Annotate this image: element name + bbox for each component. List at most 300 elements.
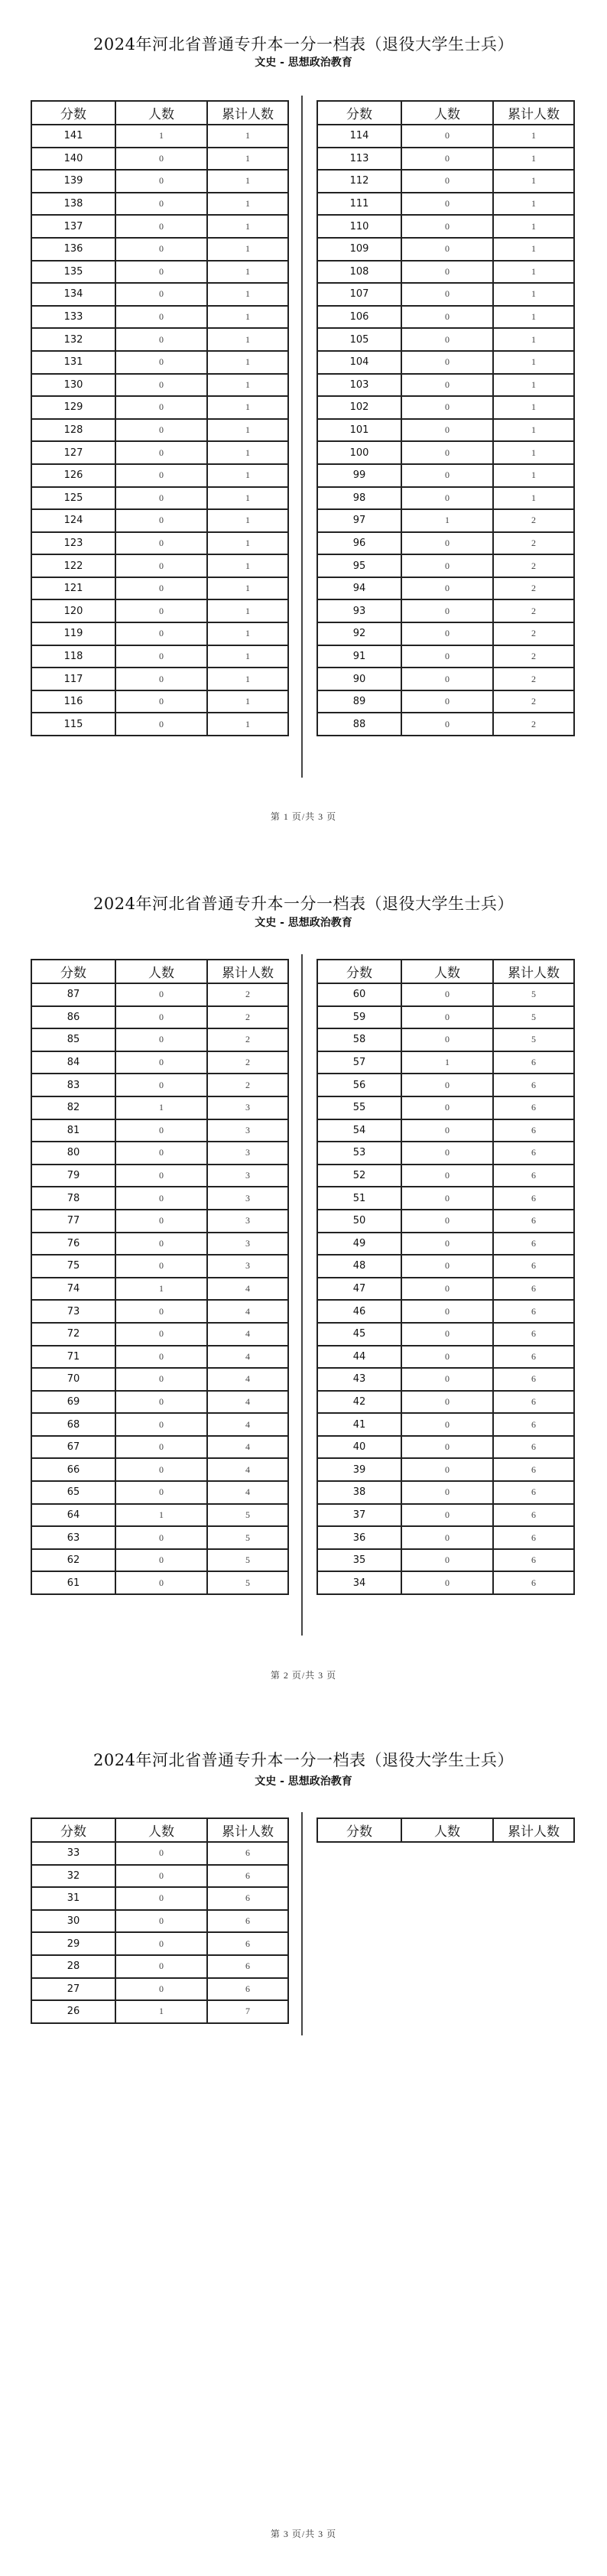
cumulative-cell: 2 <box>493 622 574 645</box>
score-cell: 120 <box>31 599 115 622</box>
cumulative-cell: 2 <box>493 509 574 532</box>
column-header-score: 分数 <box>31 101 115 125</box>
column-header-score: 分数 <box>31 960 115 983</box>
cumulative-cell: 1 <box>207 599 288 622</box>
cumulative-cell: 1 <box>207 419 288 442</box>
score-cell: 66 <box>31 1458 115 1481</box>
count-cell: 0 <box>401 1300 493 1323</box>
count-cell: 0 <box>401 1187 493 1210</box>
count-cell: 0 <box>115 261 207 284</box>
count-cell: 1 <box>115 1096 207 1119</box>
count-cell: 0 <box>401 328 493 351</box>
cumulative-cell: 6 <box>493 1458 574 1481</box>
cumulative-cell: 6 <box>493 1187 574 1210</box>
count-cell: 0 <box>401 215 493 238</box>
score-cell: 111 <box>317 193 401 216</box>
score-cell: 56 <box>317 1074 401 1096</box>
cumulative-cell: 6 <box>207 1865 288 1888</box>
score-cell: 114 <box>317 125 401 148</box>
score-cell: 43 <box>317 1368 401 1391</box>
score-cell: 39 <box>317 1458 401 1481</box>
score-cell: 109 <box>317 238 401 261</box>
score-cell: 128 <box>31 419 115 442</box>
cumulative-cell: 1 <box>493 238 574 261</box>
score-cell: 80 <box>31 1142 115 1165</box>
score-cell: 126 <box>31 464 115 487</box>
cumulative-cell: 1 <box>493 328 574 351</box>
table-row <box>31 1842 288 1865</box>
score-cell: 26 <box>31 2000 115 2023</box>
count-cell: 0 <box>115 238 207 261</box>
count-cell: 0 <box>401 622 493 645</box>
count-cell: 0 <box>401 261 493 284</box>
count-cell: 0 <box>115 622 207 645</box>
count-cell: 0 <box>115 509 207 532</box>
count-cell: 0 <box>115 396 207 419</box>
score-cell: 118 <box>31 645 115 668</box>
cumulative-cell: 6 <box>207 1842 288 1865</box>
cumulative-cell: 1 <box>207 668 288 690</box>
count-cell: 0 <box>401 1233 493 1256</box>
cumulative-cell: 4 <box>207 1391 288 1414</box>
score-cell: 69 <box>31 1391 115 1414</box>
count-cell: 1 <box>115 1504 207 1527</box>
page-subtitle: 文史 - 思想政治教育 <box>255 1775 352 1788</box>
score-cell: 82 <box>31 1096 115 1119</box>
cumulative-cell: 2 <box>207 1006 288 1029</box>
count-cell: 0 <box>115 554 207 577</box>
cumulative-cell: 6 <box>207 1932 288 1955</box>
count-cell: 0 <box>401 983 493 1006</box>
count-cell: 0 <box>115 1413 207 1436</box>
cumulative-cell: 4 <box>207 1346 288 1369</box>
count-cell: 0 <box>115 690 207 713</box>
count-cell: 0 <box>401 1504 493 1527</box>
cumulative-cell: 1 <box>207 328 288 351</box>
cumulative-cell: 3 <box>207 1187 288 1210</box>
cumulative-cell: 6 <box>493 1300 574 1323</box>
count-cell: 0 <box>115 1842 207 1865</box>
score-cell: 74 <box>31 1278 115 1301</box>
count-cell: 0 <box>115 1346 207 1369</box>
table-row <box>31 1978 288 2001</box>
count-cell: 0 <box>115 1391 207 1414</box>
score-cell: 103 <box>317 374 401 397</box>
table-row <box>31 1865 288 1888</box>
count-cell: 0 <box>401 1119 493 1142</box>
score-cell: 27 <box>31 1978 115 2001</box>
cumulative-cell: 6 <box>493 1278 574 1301</box>
score-cell: 97 <box>317 509 401 532</box>
column-header-cumulative: 累计人数 <box>493 101 574 125</box>
score-cell: 121 <box>31 577 115 600</box>
score-cell: 108 <box>317 261 401 284</box>
count-cell: 0 <box>401 1391 493 1414</box>
cumulative-cell: 5 <box>493 1006 574 1029</box>
score-cell: 104 <box>317 351 401 374</box>
cumulative-cell: 3 <box>207 1165 288 1187</box>
count-cell: 0 <box>401 351 493 374</box>
count-cell: 1 <box>115 2000 207 2023</box>
page-subtitle: 文史 - 思想政治教育 <box>255 917 352 929</box>
cumulative-cell: 1 <box>207 148 288 171</box>
score-cell: 123 <box>31 532 115 555</box>
count-cell: 0 <box>115 645 207 668</box>
score-cell: 129 <box>31 396 115 419</box>
table-row <box>31 2000 288 2023</box>
count-cell: 0 <box>401 1142 493 1165</box>
cumulative-cell: 3 <box>207 1255 288 1278</box>
cumulative-cell: 2 <box>493 713 574 736</box>
count-cell: 0 <box>401 170 493 193</box>
cumulative-cell: 1 <box>207 645 288 668</box>
cumulative-cell: 6 <box>493 1571 574 1594</box>
count-cell: 0 <box>401 690 493 713</box>
cumulative-cell: 1 <box>207 125 288 148</box>
table-row <box>31 1955 288 1978</box>
score-cell: 130 <box>31 374 115 397</box>
count-cell: 1 <box>401 509 493 532</box>
count-cell: 0 <box>115 419 207 442</box>
score-cell: 57 <box>317 1051 401 1074</box>
cumulative-cell: 6 <box>493 1346 574 1369</box>
count-cell: 0 <box>401 1074 493 1096</box>
cumulative-cell: 6 <box>493 1504 574 1527</box>
count-cell: 0 <box>401 464 493 487</box>
column-divider <box>301 1812 303 2035</box>
score-cell: 76 <box>31 1233 115 1256</box>
score-cell: 100 <box>317 441 401 464</box>
score-cell: 58 <box>317 1028 401 1051</box>
score-cell: 45 <box>317 1323 401 1346</box>
count-cell: 0 <box>401 1323 493 1346</box>
cumulative-cell: 1 <box>207 238 288 261</box>
score-cell: 135 <box>31 261 115 284</box>
score-cell: 44 <box>317 1346 401 1369</box>
page-footer: 第 1 页/共 3 页 <box>270 811 337 822</box>
count-cell: 0 <box>115 1165 207 1187</box>
count-cell: 0 <box>401 193 493 216</box>
score-cell: 94 <box>317 577 401 600</box>
score-cell: 28 <box>31 1955 115 1978</box>
cumulative-cell: 2 <box>493 690 574 713</box>
score-cell: 101 <box>317 419 401 442</box>
cumulative-cell: 5 <box>493 983 574 1006</box>
cumulative-cell: 1 <box>493 464 574 487</box>
count-cell: 0 <box>401 283 493 306</box>
page-subtitle: 文史 - 思想政治教育 <box>255 57 352 69</box>
cumulative-cell: 5 <box>207 1571 288 1594</box>
score-cell: 98 <box>317 487 401 510</box>
column-header-score: 分数 <box>317 960 401 983</box>
score-cell: 73 <box>31 1300 115 1323</box>
cumulative-cell: 1 <box>207 283 288 306</box>
cumulative-cell: 1 <box>493 148 574 171</box>
cumulative-cell: 1 <box>493 215 574 238</box>
count-cell: 0 <box>401 396 493 419</box>
score-cell: 83 <box>31 1074 115 1096</box>
score-cell: 72 <box>31 1323 115 1346</box>
cumulative-cell: 6 <box>207 1978 288 2001</box>
score-cell: 133 <box>31 306 115 329</box>
score-cell: 140 <box>31 148 115 171</box>
cumulative-cell: 1 <box>207 170 288 193</box>
score-cell: 122 <box>31 554 115 577</box>
score-cell: 30 <box>31 1910 115 1933</box>
count-cell: 0 <box>115 1955 207 1978</box>
count-cell: 0 <box>401 1526 493 1549</box>
cumulative-cell: 6 <box>493 1074 574 1096</box>
score-cell: 79 <box>31 1165 115 1187</box>
column-header-count: 人数 <box>115 960 207 983</box>
cumulative-cell: 1 <box>207 351 288 374</box>
cumulative-cell: 6 <box>493 1233 574 1256</box>
cumulative-cell: 4 <box>207 1368 288 1391</box>
count-cell: 0 <box>115 1571 207 1594</box>
score-cell: 52 <box>317 1165 401 1187</box>
count-cell: 0 <box>115 1074 207 1096</box>
cumulative-cell: 1 <box>207 532 288 555</box>
score-cell: 131 <box>31 351 115 374</box>
count-cell: 0 <box>401 238 493 261</box>
score-cell: 117 <box>31 668 115 690</box>
score-cell: 127 <box>31 441 115 464</box>
page-title: 2024年河北省普通专升本一分一档表（退役大学生士兵） <box>93 1751 514 1769</box>
score-cell: 37 <box>317 1504 401 1527</box>
count-cell: 0 <box>401 1006 493 1029</box>
count-cell: 0 <box>115 1300 207 1323</box>
count-cell: 0 <box>115 1458 207 1481</box>
table-row <box>31 1932 288 1955</box>
cumulative-cell: 1 <box>493 396 574 419</box>
count-cell: 0 <box>401 1165 493 1187</box>
cumulative-cell: 3 <box>207 1142 288 1165</box>
cumulative-cell: 1 <box>207 464 288 487</box>
count-cell: 0 <box>115 1187 207 1210</box>
count-cell: 0 <box>115 713 207 736</box>
count-cell: 0 <box>401 577 493 600</box>
score-cell: 116 <box>31 690 115 713</box>
score-cell: 40 <box>317 1436 401 1459</box>
score-cell: 119 <box>31 622 115 645</box>
cumulative-cell: 1 <box>207 509 288 532</box>
cumulative-cell: 1 <box>493 374 574 397</box>
column-header-count: 人数 <box>115 1818 207 1842</box>
count-cell: 0 <box>401 148 493 171</box>
cumulative-cell: 1 <box>493 193 574 216</box>
cumulative-cell: 6 <box>493 1481 574 1504</box>
count-cell: 0 <box>115 1119 207 1142</box>
cumulative-cell: 6 <box>493 1051 574 1074</box>
cumulative-cell: 3 <box>207 1119 288 1142</box>
count-cell: 0 <box>115 306 207 329</box>
count-cell: 0 <box>115 1368 207 1391</box>
cumulative-cell: 1 <box>493 487 574 510</box>
cumulative-cell: 4 <box>207 1436 288 1459</box>
cumulative-cell: 2 <box>207 1051 288 1074</box>
score-cell: 138 <box>31 193 115 216</box>
cumulative-cell: 1 <box>493 261 574 284</box>
cumulative-cell: 2 <box>493 668 574 690</box>
cumulative-cell: 6 <box>493 1165 574 1187</box>
cumulative-cell: 5 <box>207 1504 288 1527</box>
cumulative-cell: 1 <box>207 306 288 329</box>
cumulative-cell: 1 <box>207 554 288 577</box>
count-cell: 0 <box>401 441 493 464</box>
count-cell: 0 <box>401 1368 493 1391</box>
table-header-row <box>317 1818 574 1842</box>
score-table-right <box>316 1817 575 1843</box>
score-cell: 60 <box>317 983 401 1006</box>
cumulative-cell: 6 <box>207 1955 288 1978</box>
count-cell: 1 <box>115 125 207 148</box>
cumulative-cell: 2 <box>493 554 574 577</box>
score-cell: 110 <box>317 215 401 238</box>
cumulative-cell: 6 <box>493 1142 574 1165</box>
score-cell: 49 <box>317 1233 401 1256</box>
cumulative-cell: 1 <box>207 396 288 419</box>
score-cell: 77 <box>31 1210 115 1233</box>
count-cell: 0 <box>115 283 207 306</box>
cumulative-cell: 3 <box>207 1210 288 1233</box>
score-cell: 112 <box>317 170 401 193</box>
column-header-cumulative: 累计人数 <box>207 960 288 983</box>
count-cell: 0 <box>401 1458 493 1481</box>
score-cell: 87 <box>31 983 115 1006</box>
score-cell: 99 <box>317 464 401 487</box>
count-cell: 0 <box>115 1210 207 1233</box>
score-cell: 93 <box>317 599 401 622</box>
cumulative-cell: 4 <box>207 1458 288 1481</box>
score-cell: 137 <box>31 215 115 238</box>
score-cell: 33 <box>31 1842 115 1865</box>
score-cell: 47 <box>317 1278 401 1301</box>
count-cell: 0 <box>115 193 207 216</box>
count-cell: 0 <box>401 713 493 736</box>
cumulative-cell: 5 <box>207 1526 288 1549</box>
count-cell: 0 <box>401 1278 493 1301</box>
cumulative-cell: 1 <box>207 622 288 645</box>
score-cell: 107 <box>317 283 401 306</box>
cumulative-cell: 6 <box>493 1436 574 1459</box>
count-cell: 0 <box>115 328 207 351</box>
score-cell: 32 <box>31 1865 115 1888</box>
count-cell: 0 <box>115 1436 207 1459</box>
count-cell: 0 <box>401 1549 493 1572</box>
score-cell: 89 <box>317 690 401 713</box>
cumulative-cell: 1 <box>207 193 288 216</box>
count-cell: 0 <box>401 1210 493 1233</box>
cumulative-cell: 2 <box>493 532 574 555</box>
count-cell: 0 <box>115 1481 207 1504</box>
count-cell: 0 <box>401 1481 493 1504</box>
cumulative-cell: 6 <box>493 1096 574 1119</box>
count-cell: 0 <box>401 306 493 329</box>
score-table-left <box>31 1817 289 2024</box>
cumulative-cell: 2 <box>493 577 574 600</box>
cumulative-cell: 2 <box>207 1028 288 1051</box>
cumulative-cell: 2 <box>207 1074 288 1096</box>
count-cell: 1 <box>401 1051 493 1074</box>
cumulative-cell: 4 <box>207 1300 288 1323</box>
score-cell: 85 <box>31 1028 115 1051</box>
score-cell: 115 <box>31 713 115 736</box>
count-cell: 0 <box>115 464 207 487</box>
cumulative-cell: 2 <box>207 983 288 1006</box>
score-cell: 68 <box>31 1413 115 1436</box>
count-cell: 0 <box>115 1932 207 1955</box>
table-row <box>31 1887 288 1910</box>
cumulative-cell: 6 <box>493 1255 574 1278</box>
count-cell: 0 <box>115 1051 207 1074</box>
column-header-cumulative: 累计人数 <box>207 101 288 125</box>
count-cell: 0 <box>401 1346 493 1369</box>
score-cell: 67 <box>31 1436 115 1459</box>
score-cell: 71 <box>31 1346 115 1369</box>
count-cell: 0 <box>115 1865 207 1888</box>
score-cell: 62 <box>31 1549 115 1572</box>
count-cell: 0 <box>115 577 207 600</box>
score-cell: 70 <box>31 1368 115 1391</box>
cumulative-cell: 6 <box>493 1323 574 1346</box>
score-cell: 90 <box>317 668 401 690</box>
cumulative-cell: 6 <box>493 1391 574 1414</box>
score-cell: 125 <box>31 487 115 510</box>
count-cell: 0 <box>115 1323 207 1346</box>
cumulative-cell: 3 <box>207 1233 288 1256</box>
score-cell: 29 <box>31 1932 115 1955</box>
page-title: 2024年河北省普通专升本一分一档表（退役大学生士兵） <box>93 895 514 913</box>
column-header-count: 人数 <box>401 1818 493 1842</box>
column-header-count: 人数 <box>115 101 207 125</box>
cumulative-cell: 6 <box>493 1413 574 1436</box>
count-cell: 0 <box>401 487 493 510</box>
score-cell: 61 <box>31 1571 115 1594</box>
cumulative-cell: 6 <box>493 1549 574 1572</box>
count-cell: 0 <box>401 1255 493 1278</box>
score-cell: 113 <box>317 148 401 171</box>
cumulative-cell: 6 <box>493 1526 574 1549</box>
cumulative-cell: 1 <box>207 441 288 464</box>
score-cell: 55 <box>317 1096 401 1119</box>
column-header-count: 人数 <box>401 101 493 125</box>
cumulative-cell: 6 <box>207 1887 288 1910</box>
count-cell: 0 <box>115 1233 207 1256</box>
cumulative-cell: 1 <box>493 419 574 442</box>
score-cell: 35 <box>317 1549 401 1572</box>
score-cell: 36 <box>317 1526 401 1549</box>
cumulative-cell: 1 <box>207 261 288 284</box>
count-cell: 0 <box>401 1571 493 1594</box>
table-header-row <box>31 1818 288 1842</box>
column-header-score: 分数 <box>317 1818 401 1842</box>
cumulative-cell: 1 <box>493 170 574 193</box>
count-cell: 0 <box>401 645 493 668</box>
column-header-score: 分数 <box>31 1818 115 1842</box>
count-cell: 0 <box>115 1142 207 1165</box>
cumulative-cell: 1 <box>207 215 288 238</box>
count-cell: 0 <box>115 1526 207 1549</box>
score-cell: 92 <box>317 622 401 645</box>
score-cell: 78 <box>31 1187 115 1210</box>
score-cell: 51 <box>317 1187 401 1210</box>
score-cell: 96 <box>317 532 401 555</box>
column-header-score: 分数 <box>317 101 401 125</box>
count-cell: 0 <box>401 374 493 397</box>
column-header-cumulative: 累计人数 <box>207 1818 288 1842</box>
score-cell: 102 <box>317 396 401 419</box>
cumulative-cell: 7 <box>207 2000 288 2023</box>
